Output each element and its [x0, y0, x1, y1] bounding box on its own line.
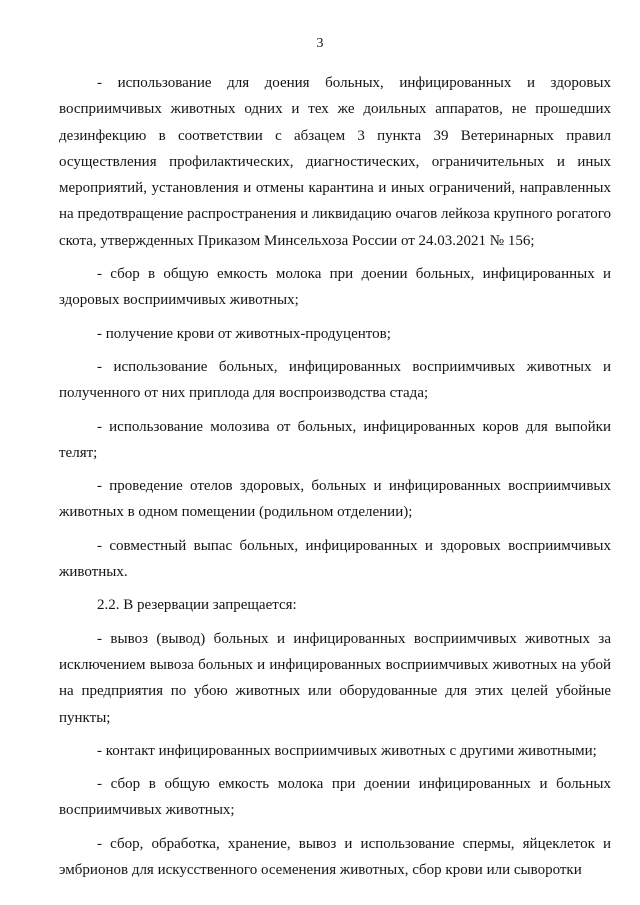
paragraph-common-milk-container: - сбор в общую емкость молока при доении больных, инфицированных и здоровых восприимчивых животных; — [59, 266, 611, 309]
paragraph-animal-contact: - контакт инфицированных восприимчивых животных с другими животными; — [97, 742, 597, 759]
section-heading-reservation: 2.2. В резервации запрещается: — [97, 597, 297, 614]
document-body — [59, 70, 611, 890]
paragraph-joint-grazing: - совместный выпас больных, инфицированных и здоровых восприимчивых животных. — [59, 537, 611, 581]
paragraph-animal-export: - вывоз (вывод) больных и инфицированных восприимчивых животных за исключением вывоза больных и инфицированных восприимчивых животных на убой на предприятия по убою животных или оборудованные для этих целей убойные пункты; — [59, 630, 611, 726]
page-number: 3 — [316, 36, 324, 51]
paragraph-semen-embryos: - сбор, обработка, хранение, вывоз и использование спермы, яйцеклеток и эмбрионов для искусственного осеменения животных, сбор крови или сыворотки — [59, 835, 611, 879]
paragraph-calving: - проведение отелов здоровых, больных и инфицированных восприимчивых животных в одном помещении (родильном отделении); — [59, 478, 611, 521]
paragraph-milk-collection: - сбор в общую емкость молока при доении инфицированных и больных восприимчивых животных; — [59, 776, 611, 819]
paragraph-herd-reproduction: - использование больных, инфицированных восприимчивых животных и полученного от них приплода для воспроизводства стада; — [59, 358, 611, 402]
paragraph-blood-collection: - получение крови от животных-продуцентов; — [97, 325, 391, 342]
paragraph-milking-equipment: - использование для доения больных, инфицированных и здоровых восприимчивых животных одних и тех же доильных аппаратов, не прошедших дезинфекцию в соответствии с абзацем 3 пункта 39 Ветеринарных правил осуществления профилактических, диагностических, ограничительных и иных мероприятий, установления и отмены карантина и иных ограничений, направленных на предотвращение распространения и ликвидацию очагов лейкоза крупного рогатого скота, утвержденных Приказом Минсельхоза России от 24.03.2021 № 156; — [59, 75, 611, 249]
paragraph-colostrum: - использование молозива от больных, инфицированных коров для выпойки телят; — [59, 418, 611, 461]
